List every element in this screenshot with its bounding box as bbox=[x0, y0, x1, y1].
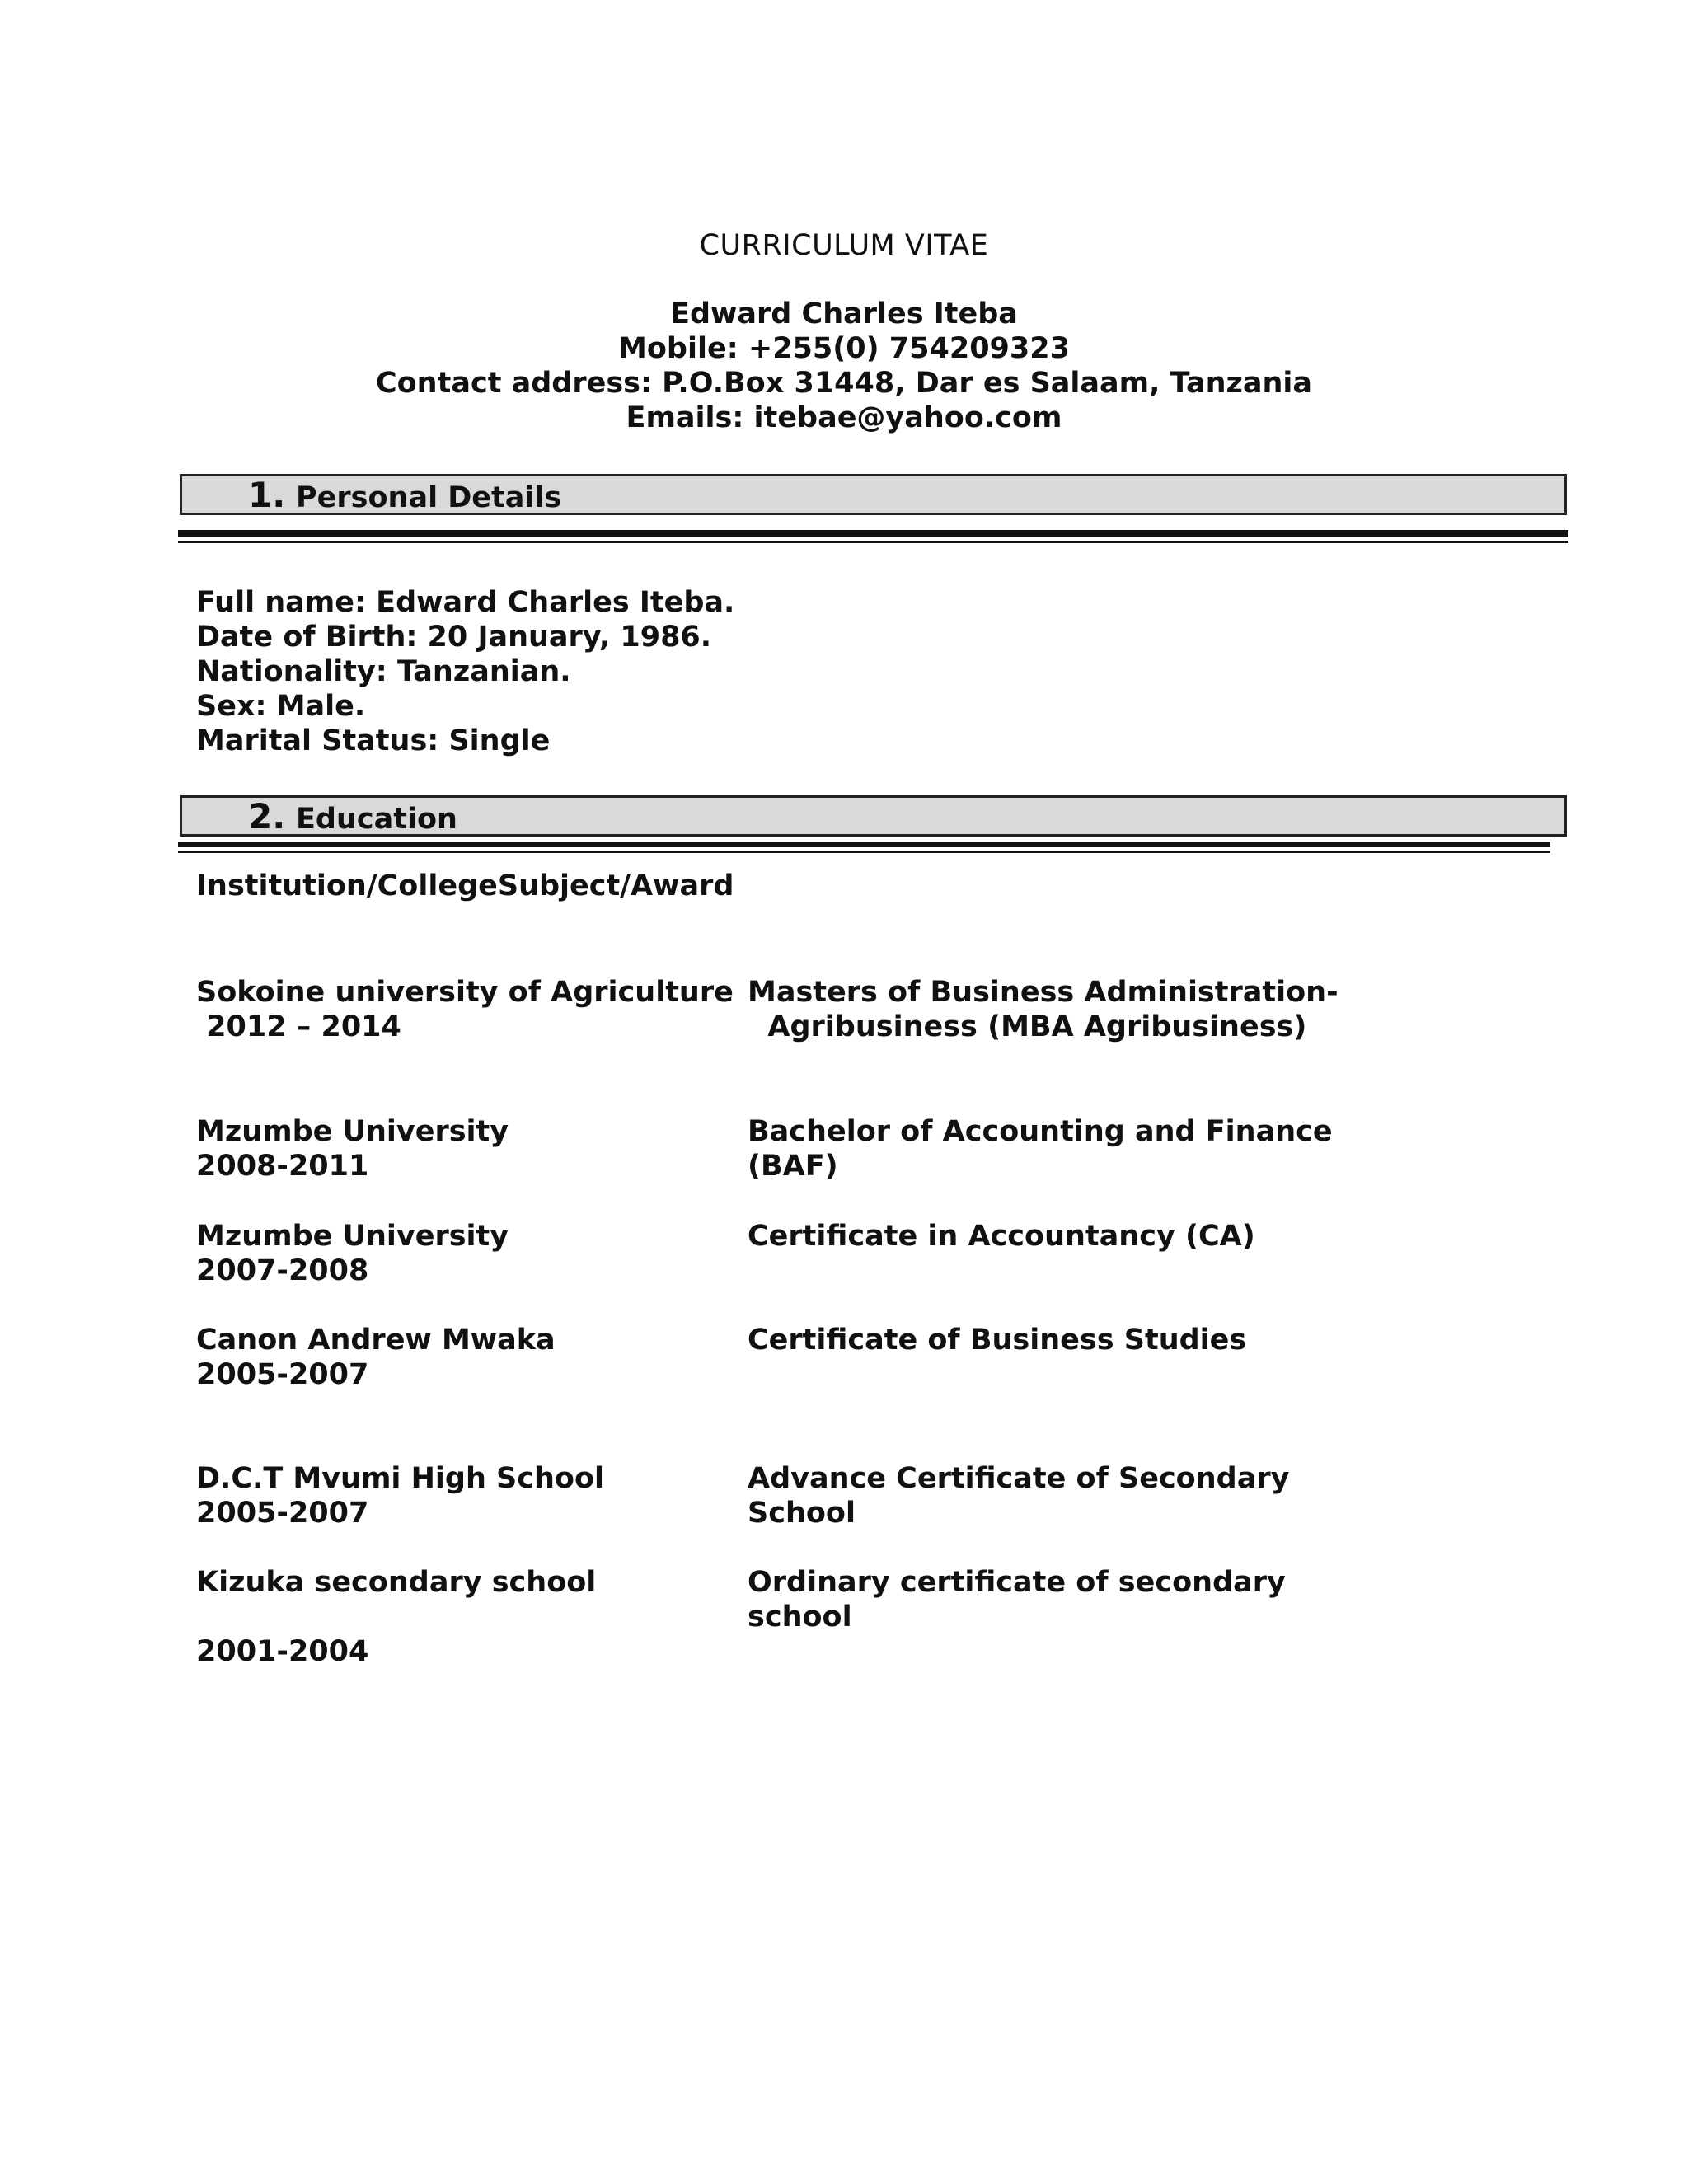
education-entry-award bbox=[748, 1323, 1246, 1357]
detail-nationality: Nationality: Tanzanian. bbox=[196, 655, 571, 688]
education-entry-award bbox=[748, 1114, 1333, 1183]
study-years: 2005-2007 bbox=[196, 1358, 369, 1391]
award-line: Bachelor of Accounting and Finance bbox=[748, 1115, 1333, 1148]
award-line: Agribusiness (MBA Agribusiness) bbox=[748, 1010, 1307, 1043]
document-title: CURRICULUM VITAE bbox=[699, 229, 989, 262]
divider-rule-thin bbox=[178, 541, 1568, 543]
study-years: 2001-2004 bbox=[196, 1635, 369, 1668]
study-years: 2007-2008 bbox=[196, 1254, 369, 1287]
section-number: 1. bbox=[248, 475, 286, 515]
education-entry-institution bbox=[196, 1219, 509, 1288]
study-years: 2005-2007 bbox=[196, 1497, 369, 1530]
study-years: 2008-2011 bbox=[196, 1150, 369, 1183]
education-entry-institution bbox=[196, 975, 734, 1044]
education-entry-award bbox=[748, 1565, 1286, 1634]
applicant-name: Edward Charles Iteba bbox=[670, 298, 1018, 330]
study-years: 2012 – 2014 bbox=[196, 1010, 401, 1043]
award-line: School bbox=[748, 1497, 856, 1530]
mobile-number: Mobile: +255(0) 754209323 bbox=[618, 332, 1070, 365]
education-entry-award bbox=[748, 1219, 1255, 1254]
detail-full-name: Full name: Edward Charles Iteba. bbox=[196, 586, 735, 619]
contact-header bbox=[0, 297, 1688, 435]
divider-rule-thin bbox=[178, 851, 1550, 853]
section-header-education bbox=[180, 795, 1567, 837]
education-entry-institution bbox=[196, 1323, 556, 1392]
institution-name: Kizuka secondary school bbox=[196, 1566, 597, 1599]
email-address: Emails: itebae@yahoo.com bbox=[626, 401, 1062, 434]
institution-name: Mzumbe University bbox=[196, 1115, 509, 1148]
education-entry-institution bbox=[196, 1565, 596, 1600]
award-line: Masters of Business Administration- bbox=[748, 976, 1339, 1009]
section-title: Personal Details bbox=[296, 481, 562, 514]
education-column-header: Institution/CollegeSubject/Award bbox=[196, 869, 734, 902]
award-line: Advance Certificate of Secondary bbox=[748, 1462, 1290, 1495]
detail-marital-status: Marital Status: Single bbox=[196, 724, 551, 757]
institution-name: Mzumbe University bbox=[196, 1220, 509, 1253]
personal-details-list bbox=[196, 585, 734, 758]
institution-name: Sokoine university of Agriculture bbox=[196, 976, 734, 1009]
education-entry-years bbox=[196, 1634, 368, 1669]
institution-name: D.C.T Mvumi High School bbox=[196, 1462, 605, 1495]
award-line: Ordinary certificate of secondary bbox=[748, 1566, 1286, 1599]
award-line: school bbox=[748, 1601, 852, 1633]
education-entry-institution bbox=[196, 1114, 509, 1183]
section-title: Education bbox=[296, 803, 457, 836]
section-header-personal-details bbox=[180, 474, 1567, 515]
section-number: 2. bbox=[248, 796, 286, 837]
detail-sex: Sex: Male. bbox=[196, 690, 366, 723]
education-entry-institution bbox=[196, 1461, 604, 1530]
award-line: Certificate of Business Studies bbox=[748, 1324, 1247, 1357]
divider-rule-thick bbox=[178, 530, 1568, 537]
divider-rule-thick bbox=[178, 842, 1550, 847]
detail-date-of-birth: Date of Birth: 20 January, 1986. bbox=[196, 621, 712, 654]
education-entry-award bbox=[748, 1461, 1289, 1530]
award-line: (BAF) bbox=[748, 1150, 838, 1183]
institution-name: Canon Andrew Mwaka bbox=[196, 1324, 556, 1357]
education-entry-award bbox=[748, 975, 1339, 1044]
contact-address: Contact address: P.O.Box 31448, Dar es Salaam, Tanzania bbox=[375, 367, 1313, 400]
award-line: Certificate in Accountancy (CA) bbox=[748, 1220, 1255, 1253]
